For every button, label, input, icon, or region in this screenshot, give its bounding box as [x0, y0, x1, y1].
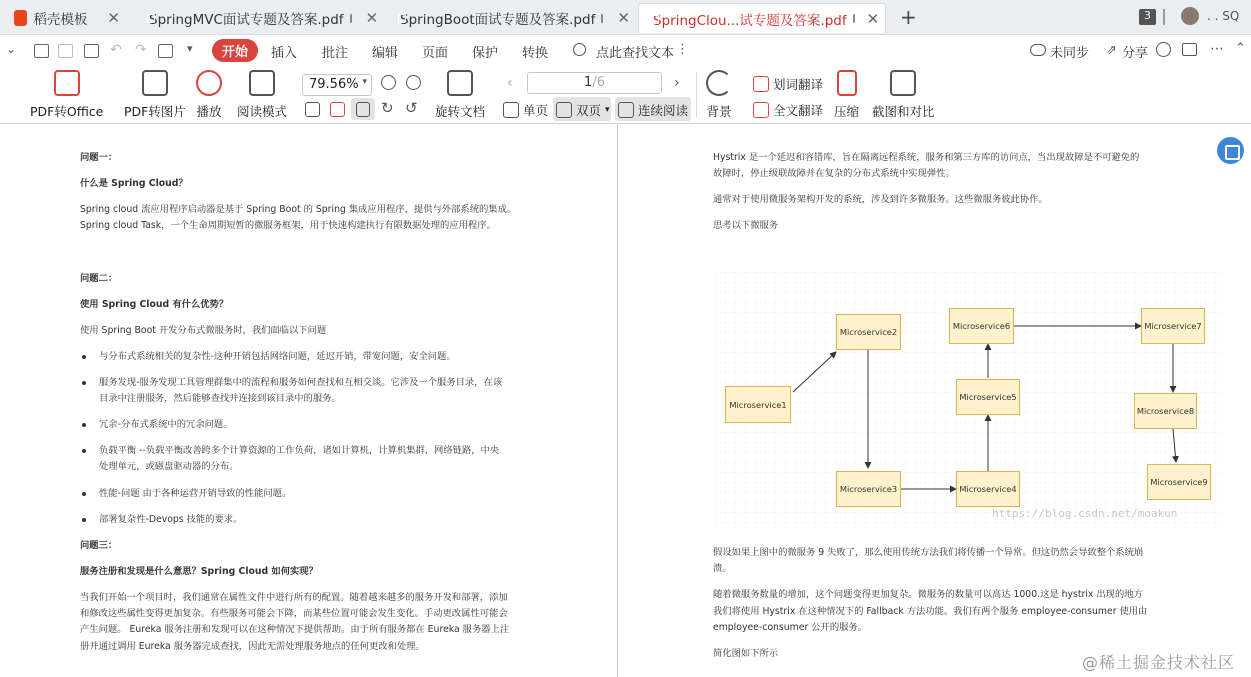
read-mode-button[interactable] — [237, 70, 287, 120]
rotate-right-icon[interactable]: ↺ — [405, 99, 418, 117]
compress-button[interactable] — [834, 70, 859, 120]
tab-count-badge[interactable]: 3 — [1139, 9, 1156, 25]
bullet-text: 与分布式系统相关的复杂性-这种开销包括网络问题，延迟开销，带宽问题，安全问题。 — [99, 351, 456, 362]
chevron-down-icon[interactable]: ⌄ — [6, 42, 17, 56]
image-icon — [142, 70, 168, 96]
bullet-dot — [82, 423, 86, 427]
continuous-icon — [618, 102, 634, 118]
rotate-left-icon[interactable]: ↻ — [381, 99, 394, 117]
divider — [696, 72, 697, 118]
more-chevron-icon[interactable]: ▾ — [187, 42, 193, 55]
button-label: PDF转图片 — [124, 104, 186, 119]
button-label: 全文翻译 — [773, 103, 824, 118]
microservice9-node: Microservice9 — [1147, 464, 1211, 500]
bullet-dot — [82, 518, 86, 522]
paragraph-line: 当我们开始一个项目时，我们通常在属性文件中进行所有的配置。随着越来越多的服务开发和部署，添加 — [80, 592, 508, 603]
button-label: 播放 — [196, 104, 222, 119]
button-label: 划词翻译 — [773, 77, 824, 92]
chevron-down-icon: ▾ — [362, 77, 367, 87]
close-icon[interactable]: ✕ — [365, 9, 379, 27]
menu-insert[interactable]: 插入 — [271, 46, 298, 61]
share-button[interactable]: 分享 — [1122, 46, 1149, 61]
bullet-text: 处理单元，或磁盘驱动器的分布。 — [99, 461, 239, 472]
tab-docer-templates[interactable] — [6, 3, 128, 33]
single-page-icon — [503, 102, 519, 118]
paragraph-line: Hystrix 是一个延迟和容错库，旨在隔离远程系统，服务和第三方库的访问点，当出现故障是不可避免的 — [713, 152, 1140, 163]
button-label: PDF转Office — [30, 104, 104, 119]
bullet-text: 冗余-分布式系统中的冗余问题。 — [99, 419, 233, 430]
page-total: /6 — [592, 75, 605, 90]
paragraph-line: 假设如果上图中的微服务 9 失败了，那么使用传统方法我们将传播一个异常。但这仍然会导致整个系统崩 — [713, 547, 1144, 558]
menu-bar — [0, 36, 1251, 66]
fit-width-icon[interactable] — [356, 102, 370, 117]
zoom-in-icon[interactable] — [406, 75, 421, 90]
juejin-watermark: @稀土掘金技术社区 — [1082, 653, 1236, 672]
zoom-select[interactable] — [302, 74, 372, 96]
open-folder-icon[interactable] — [34, 44, 49, 58]
redo-icon[interactable]: ↷ — [135, 42, 147, 58]
zoom-out-icon[interactable] — [381, 75, 396, 90]
continuous-reading-button[interactable] — [618, 101, 688, 119]
tab-label: SpringBoot面试专题及答案.pdf — [400, 12, 596, 28]
more-icon[interactable]: ⋮ — [676, 42, 689, 57]
menu-convert[interactable]: 转换 — [522, 46, 549, 61]
paragraph-line: 思考以下微服务 — [713, 220, 779, 231]
tab-springmvc-pdf[interactable] — [135, 3, 379, 33]
gear-icon[interactable] — [1156, 42, 1171, 57]
divider — [1163, 9, 1165, 25]
comment-icon[interactable] — [1182, 43, 1197, 56]
bullet-text: 服务发现-服务发现工具管理群集中的流程和服务如何查找和互相交谈。它涉及一个服务目录，在该 — [99, 377, 503, 388]
bullet-dot — [82, 355, 86, 359]
pdf-to-image-button[interactable] — [124, 70, 186, 120]
tab-label: SpringClou...试专题及答案.pdf — [653, 12, 847, 29]
monitor-icon — [350, 14, 352, 23]
microservice4-node: Microservice4 — [956, 471, 1020, 507]
microservice-diagram — [715, 272, 1225, 527]
new-tab-plus-icon[interactable]: + — [900, 5, 917, 29]
more-icon[interactable]: ⋯ — [1210, 41, 1224, 57]
paragraph-line: 溃。 — [713, 563, 732, 574]
double-page-button[interactable] — [556, 101, 610, 119]
monitor-icon — [853, 14, 855, 23]
actual-size-icon[interactable] — [305, 102, 320, 117]
paragraph-line: employee-consumer 公开的服务。 — [713, 622, 868, 633]
button-label: 截图和对比 — [872, 104, 935, 119]
double-page-icon — [556, 102, 572, 118]
cloud-sync-icon — [1030, 44, 1046, 56]
screenshot-icon — [890, 70, 916, 96]
microservice2-node: Microservice2 — [836, 314, 901, 350]
translate-selection-button[interactable] — [753, 75, 823, 93]
microservice6-node: Microservice6 — [949, 308, 1014, 344]
bullet-dot — [82, 449, 86, 453]
background-button[interactable] — [706, 70, 732, 120]
next-page-icon[interactable]: › — [674, 75, 680, 91]
ribbon-toolbar — [0, 66, 1251, 124]
button-label: 连续阅读 — [638, 103, 689, 118]
previous-page-icon[interactable]: ‹ — [507, 75, 513, 91]
page-number-input[interactable] — [527, 72, 662, 94]
paragraph-line: 通常对于使用微服务架构开发的系统，涉及到许多微服务。这些微服务彼此协作。 — [713, 194, 1048, 205]
play-icon — [196, 70, 222, 96]
paragraph-line: 故障时，停止级联故障并在复杂的分布式系统中实现弹性。 — [713, 168, 955, 179]
paragraph-line: 简化图如下所示 — [713, 648, 779, 659]
paragraph-line: 册并通过调用 Eureka 服务器完成查找，因此无需处理服务地点的任何更改和处理。 — [80, 641, 425, 652]
save-icon[interactable] — [58, 44, 73, 58]
csdn-watermark: https://blog.csdn.net/moakun — [992, 507, 1178, 520]
menu-protect[interactable]: 保护 — [472, 46, 499, 61]
fit-page-icon[interactable] — [330, 102, 345, 117]
print-icon[interactable] — [84, 44, 99, 58]
pdf-to-office-button[interactable] — [30, 70, 103, 120]
collapse-chevron-icon[interactable]: ⌃ — [1235, 41, 1246, 56]
paragraph-line: Spring cloud Task，一个生命周期短暂的微服务框架，用于快速构建执行有限数据处理的应用程序。 — [80, 220, 496, 231]
zoom-value: 79.56% — [309, 77, 359, 92]
avatar[interactable] — [1181, 7, 1199, 25]
export-icon[interactable] — [158, 44, 173, 58]
wps-logo-icon — [14, 10, 27, 26]
single-page-button[interactable] — [503, 101, 548, 119]
bullet-dot — [82, 492, 86, 496]
paragraph-line: 产生问题。 Eureka 服务注册和发现可以在这种情况下提供帮助。由于所有服务都在 Eureka 服务器上注 — [80, 624, 510, 635]
button-label: 单页 — [523, 103, 549, 118]
menu-page[interactable]: 页面 — [422, 46, 449, 61]
chevron-down-icon: ▾ — [605, 105, 610, 115]
microservice7-node: Microservice7 — [1141, 308, 1205, 344]
paragraph-line: 和修改这些属性变得更加复杂。有些服务可能会下降，而某些位置可能会发生变化。手动更改属性可能会 — [80, 608, 508, 619]
question-2-heading: 问题二： — [80, 273, 118, 284]
page-divider — [617, 125, 618, 677]
paragraph-line: 我们将使用 Hystrix 在这种情况下的 Fallback 方法功能。我们有两个服务 employee-consumer 使用由 — [713, 606, 1148, 617]
play-button[interactable] — [196, 70, 222, 120]
rotate-doc-icon — [447, 70, 473, 96]
share-icon: ⇗ — [1106, 43, 1117, 58]
paragraph-line: 使用 Spring Boot 开发分布式微服务时，我们面临以下问题 — [80, 325, 327, 336]
question-1-title: 什么是 Spring Cloud？ — [80, 178, 188, 189]
microservice1-node: Microservice1 — [725, 386, 791, 423]
tab-springboot-pdf[interactable] — [386, 3, 632, 33]
bullet-text: 部署复杂性-Devops 技能的要求。 — [99, 514, 243, 525]
bullet-dot — [82, 381, 86, 385]
button-label: 旋转文档 — [435, 104, 486, 119]
tab-springcloud-pdf[interactable] — [638, 3, 886, 33]
pdf-to-office-icon — [54, 70, 80, 96]
menu-comment[interactable]: 批注 — [322, 46, 349, 61]
find-text-button[interactable]: 点此查找文本 — [596, 46, 675, 61]
book-icon — [249, 70, 275, 96]
search-icon[interactable] — [573, 43, 586, 56]
microservice5-node: Microservice5 — [956, 379, 1020, 415]
rotate-document-button[interactable] — [435, 70, 485, 120]
page-current: 1 — [584, 75, 593, 90]
question-3-title: 服务注册和发现是什么意思？Spring Cloud 如何实现？ — [80, 566, 318, 577]
paragraph-line: 随着微服务数量的增加，这个问题变得更加复杂。微服务的数量可以高达 1000.这是 hystrix 出现的地方 — [713, 589, 1143, 600]
question-3-heading: 问题三： — [80, 540, 118, 551]
translate-full-button[interactable] — [753, 101, 823, 119]
close-icon[interactable]: ✕ — [617, 9, 630, 27]
close-icon[interactable]: ✕ — [107, 9, 120, 27]
full-translate-icon — [753, 102, 769, 118]
screenshot-compare-button[interactable] — [872, 70, 935, 120]
translate-icon — [753, 76, 769, 92]
bullet-text: 负载平衡 --负载平衡改善跨多个计算资源的工作负荷，诸如计算机，计算机集群，网络链路，中央 — [99, 445, 500, 456]
sync-status-button[interactable]: 未同步 — [1050, 46, 1090, 61]
compress-icon — [837, 70, 857, 96]
button-label: 压缩 — [834, 104, 860, 119]
question-2-title: 使用 Spring Cloud 有什么优势？ — [80, 299, 229, 310]
bullet-text: 性能-问题 由于各种运营开销导致的性能问题。 — [99, 488, 292, 499]
tab-label: SpringMVC面试专题及答案.pdf — [149, 12, 344, 28]
undo-icon[interactable]: ↶ — [110, 42, 122, 58]
button-label: 阅读模式 — [237, 104, 288, 119]
tab-label: 稻壳模板 — [33, 12, 88, 28]
button-label: 背景 — [706, 104, 732, 119]
microservice3-node: Microservice3 — [836, 471, 901, 507]
moon-icon — [706, 70, 732, 96]
user-name: . . SQ — [1207, 9, 1240, 23]
monitor-icon — [601, 14, 603, 23]
microservice8-node: Microservice8 — [1134, 393, 1197, 429]
menu-edit[interactable]: 编辑 — [372, 46, 399, 61]
question-1-heading: 问题一： — [80, 152, 118, 163]
close-icon[interactable]: ✕ — [866, 9, 880, 28]
menu-start[interactable]: 开始 — [212, 39, 258, 62]
floating-tool-button[interactable] — [1217, 137, 1244, 164]
paragraph-line: Spring cloud 流应用程序启动器是基于 Spring Boot 的 Spring 集成应用程序，提供与外部系统的集成。 — [80, 204, 517, 215]
button-label: 双页 — [576, 103, 602, 118]
tab-bar — [0, 0, 1251, 35]
bullet-text: 目录中注册服务，然后能够查找并连接到该目录中的服务。 — [99, 393, 341, 404]
